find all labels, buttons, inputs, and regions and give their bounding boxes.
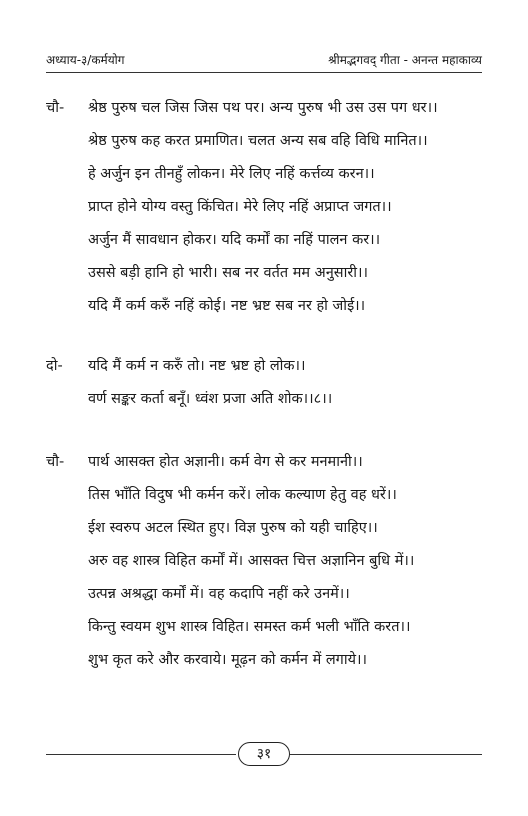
verse-line: तिस भाँति विदुष भी कर्मन करें। लोक कल्याण हेतु वह धरें।। <box>88 487 397 503</box>
verse-line: श्रेष्ठ पुरुष कह करत प्रमाणित। चलत अन्य सब वहि विधि मानित।। <box>88 133 428 149</box>
running-header <box>46 50 482 70</box>
verse-marker: दो- <box>46 358 63 374</box>
verse-line: उससे बड़ी हानि हो भारी। सब नर वर्तत मम अनुसारी।। <box>88 265 369 281</box>
verse-marker: चौ- <box>46 100 65 116</box>
footer-rule-left <box>46 754 236 755</box>
verse-line: उत्पन्न अश्रद्धा कर्मों में। वह कदापि नहीं करे उनमें।। <box>88 586 350 602</box>
page-number: ३१ <box>238 742 290 766</box>
verse-lines <box>88 350 488 416</box>
book-title: श्रीमद्भगवद् गीता - अनन्त महाकाव्य <box>328 53 482 67</box>
verse-lines <box>88 92 488 323</box>
verse-line: शुभ कृत करे और करवाये। मूढ़न को कर्मन में लगाये।। <box>88 652 368 668</box>
verse-line: हे अर्जुन इन तीनहुँ लोकन। मेरे लिए नहिं कर्त्तव्य करन।। <box>88 166 375 182</box>
verse-line: यदि मैं कर्म करुँ नहिं कोई। नष्ट भ्रष्ट सब नर हो जोई।। <box>88 298 366 314</box>
verse-line: प्राप्त होने योग्य वस्तु किंचित। मेरे लिए नहिं अप्राप्त जगत।। <box>88 199 392 215</box>
footer-rule-right <box>290 754 482 755</box>
verse-line: किन्तु स्वयम शुभ शास्त्र विहित। समस्त कर्म भली भाँति करत।। <box>88 619 411 635</box>
verse-line: अरु वह शास्त्र विहित कर्मों में। आसक्त चित्त अज्ञानिन बुधि में।। <box>88 553 415 569</box>
verse-line: ईश स्वरुप अटल स्थित हुए। विज्ञ पुरुष को यही चाहिए।। <box>88 520 378 536</box>
verse-line: अर्जुन मैं सावधान होकर। यदि कर्मों का नहिं पालन कर।। <box>88 232 381 248</box>
header-divider <box>46 72 482 73</box>
verse-line: वर्ण सङ्कर कर्ता बनूँ। ध्वंश प्रजा अति शोक।।८।। <box>88 391 333 407</box>
verse-lines <box>88 446 488 677</box>
verse-marker: चौ- <box>46 454 65 470</box>
verse-line: पार्थ आसक्त होत अज्ञानी। कर्म वेग से कर मनमानी।। <box>88 454 363 470</box>
verse-line: यदि मैं कर्म न करुँ तो। नष्ट भ्रष्ट हो लोक।। <box>88 358 306 374</box>
verse-line: श्रेष्ठ पुरुष चल जिस जिस पथ पर। अन्य पुरुष भी उस उस पग धर।। <box>88 100 438 116</box>
chapter-title: अध्याय-३/कर्मयोग <box>46 53 125 67</box>
